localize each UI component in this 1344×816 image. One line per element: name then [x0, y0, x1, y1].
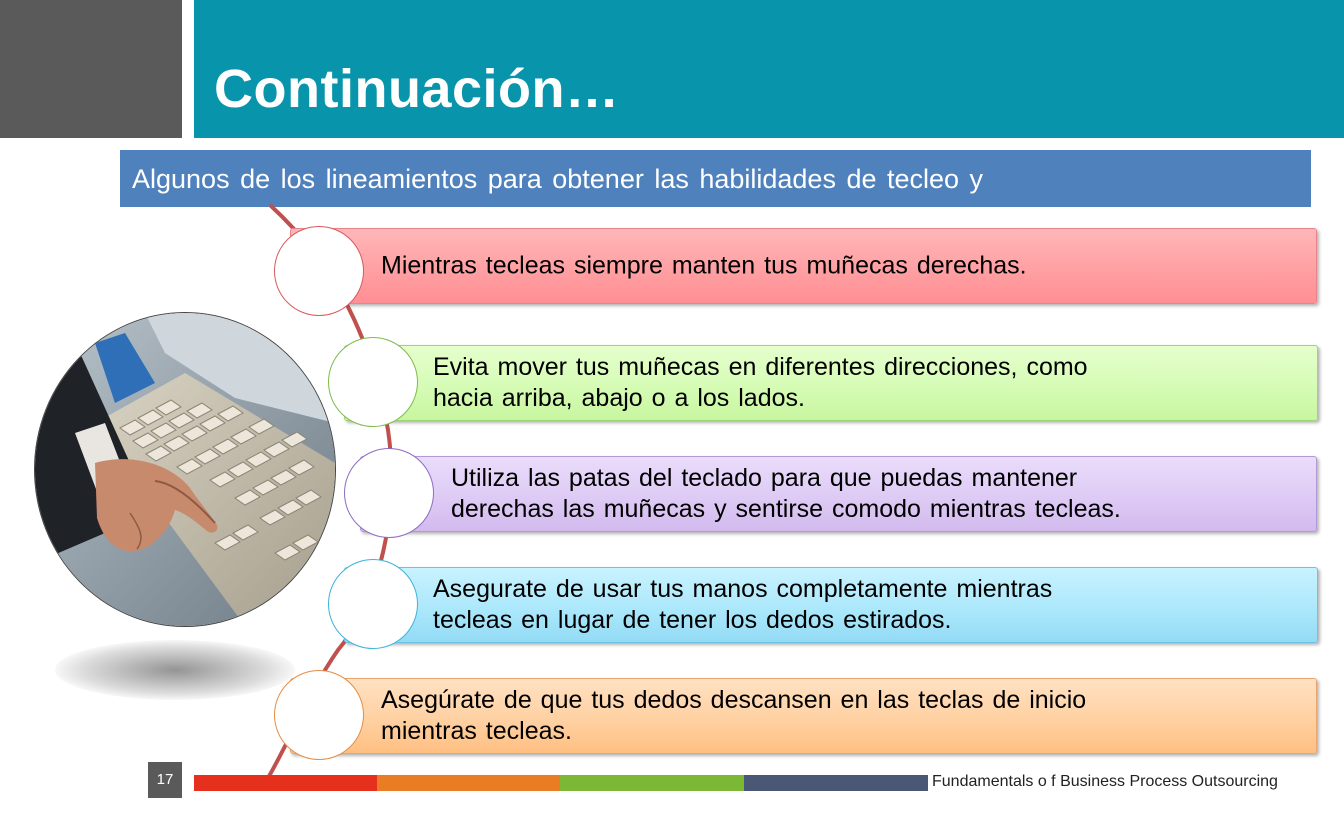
subtitle-text: Algunos de los lineamientos para obtener las habilidades de tecleo y — [132, 164, 984, 194]
footer-stripe-green — [560, 775, 744, 791]
guideline-2-line-2: hacia arriba, abajo o a los lados. — [433, 384, 805, 412]
bullet-circle-4 — [328, 559, 418, 649]
guideline-2-line-1: Evita mover tus muñecas en diferentes direcciones, como — [433, 353, 1088, 381]
slide-title: Continuación… — [214, 59, 620, 119]
guideline-3-line-1: Utiliza las patas del teclado para que puedas mantener — [451, 464, 1078, 492]
guideline-5-line-2: mientras tecleas. — [381, 717, 572, 745]
page-number: 17 — [148, 762, 182, 798]
guideline-item-1 — [290, 228, 1317, 304]
bullet-circle-1 — [274, 226, 364, 316]
guideline-item-2 — [344, 345, 1318, 421]
guideline-item-5 — [290, 678, 1317, 754]
footer-stripe-orange — [377, 775, 560, 791]
guideline-5-line-1: Asegúrate de que tus dedos descansen en las teclas de inicio — [381, 686, 1087, 714]
footer-stripe-red — [194, 775, 377, 791]
bullet-circle-3 — [344, 448, 434, 538]
footer-text: Fundamentals o f Business Process Outsourcing — [932, 773, 1278, 790]
guideline-item-4 — [344, 567, 1318, 643]
guideline-3-line-2: derechas las muñecas y sentirse comodo mientras tecleas. — [451, 495, 1121, 523]
footer-stripe-navy — [744, 775, 928, 791]
guideline-4-line-1: Asegurate de usar tus manos completamente mientras — [433, 575, 1053, 603]
guideline-item-3 — [360, 456, 1317, 532]
guideline-4-line-2: tecleas en lugar de tener los dedos estirados. — [433, 606, 952, 634]
guideline-1-line-1: Mientras tecleas siempre manten tus muñecas derechas. — [381, 251, 1027, 280]
bullet-circle-5 — [274, 670, 364, 760]
bullet-circle-2 — [328, 337, 418, 427]
